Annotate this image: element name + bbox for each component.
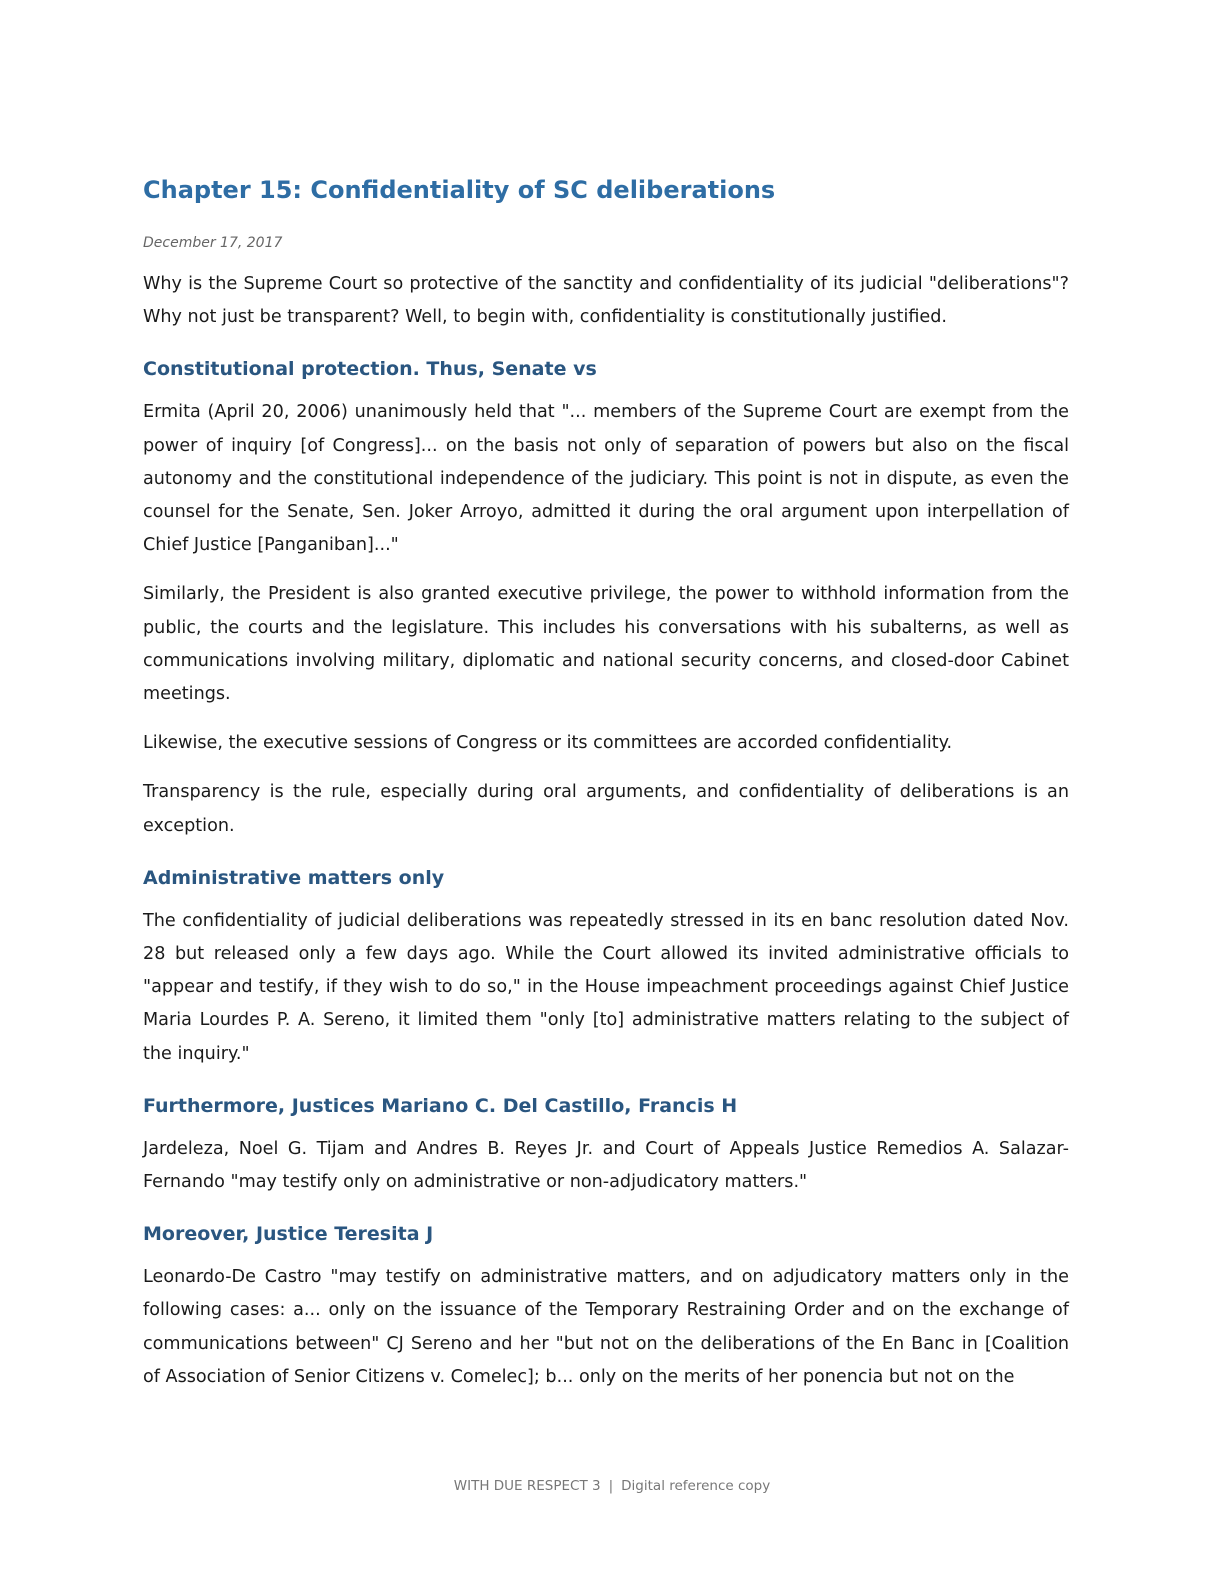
paragraph: Leonardo-De Castro "may testify on administrative matters, and on adjudicatory matters only in the following cases: a... only on the issuance of the Temporary Restraining Order and on the exchange of communications between" CJ Sereno and her "but not on the deliberations of the En Banc in [Coalition of Association of Senior Citizens v. Comelec]; b... only on the merits of her ponencia but not on the	[143, 1267, 1069, 1387]
section-heading: Administrative matters only	[143, 866, 445, 889]
section-body	[143, 1133, 1069, 1199]
section-body	[143, 905, 1069, 1071]
section-heading: Moreover, Justice Teresita J	[143, 1223, 434, 1246]
paragraph: Ermita (April 20, 2006) unanimously held that "... members of the Supreme Court are exempt from the power of inquiry [of Congress]... on the basis not only of separation of powers but also on the fiscal autonomy and the constitutional independence of the judiciary. This point is not in dispute, as even the counsel for the Senate, Sen. Joker Arroyo, admitted it during the oral argument upon interpellation of Chief Justice [Panganiban]..."	[143, 402, 1069, 556]
paragraph: Likewise, the executive sessions of Congress or its committees are accorded confidentiality.	[143, 733, 953, 754]
paragraph: Jardeleza, Noel G. Tijam and Andres B. Reyes Jr. and Court of Appeals Justice Remedios A. Salazar-Fernando "may testify only on administrative or non-adjudicatory matters."	[143, 1138, 1069, 1193]
section-body	[143, 1261, 1069, 1394]
intro-paragraph: Why is the Supreme Court so protective of the sanctity and confidentiality of its judicial "deliberations"? Why not just be transparent? Well, to begin with, confidentiality is constitutionally justified.	[143, 274, 1069, 328]
page-footer	[0, 1478, 1224, 1494]
footer-page-label: WITH DUE RESPECT 3	[453, 1478, 601, 1494]
paragraph: Similarly, the President is also granted executive privilege, the power to withhold information from the public, the courts and the legislature. This includes his conversations with his subalterns, as well as communications involving military, diplomatic and national security concerns, and closed-door Cabinet meetings.	[143, 584, 1069, 705]
chapter-title: Chapter 15: Confidentiality of SC deliberations	[143, 176, 776, 204]
section-body	[143, 396, 1069, 842]
section-heading: Constitutional protection. Thus, Senate vs	[143, 358, 597, 381]
document-page	[143, 172, 1069, 1394]
publication-date: December 17, 2017	[143, 235, 283, 251]
paragraph: The confidentiality of judicial deliberations was repeatedly stressed in its en banc resolution dated Nov. 28 but released only a few days ago. While the Court allowed its invited administrative officials to "appear and testify, if they wish to do so," in the House impeachment proceedings against Chief Justice Maria Lourdes P. A. Sereno, it limited them "only [to] administrative matters relating to the subject of the inquiry."	[143, 910, 1069, 1064]
paragraph: Transparency is the rule, especially during oral arguments, and confidentiality of deliberations is an exception.	[143, 782, 1069, 836]
footer-copy-label: Digital reference copy	[621, 1478, 771, 1494]
section-heading: Furthermore, Justices Mariano C. Del Castillo, Francis H	[143, 1094, 738, 1117]
footer-separator: |	[608, 1478, 614, 1494]
